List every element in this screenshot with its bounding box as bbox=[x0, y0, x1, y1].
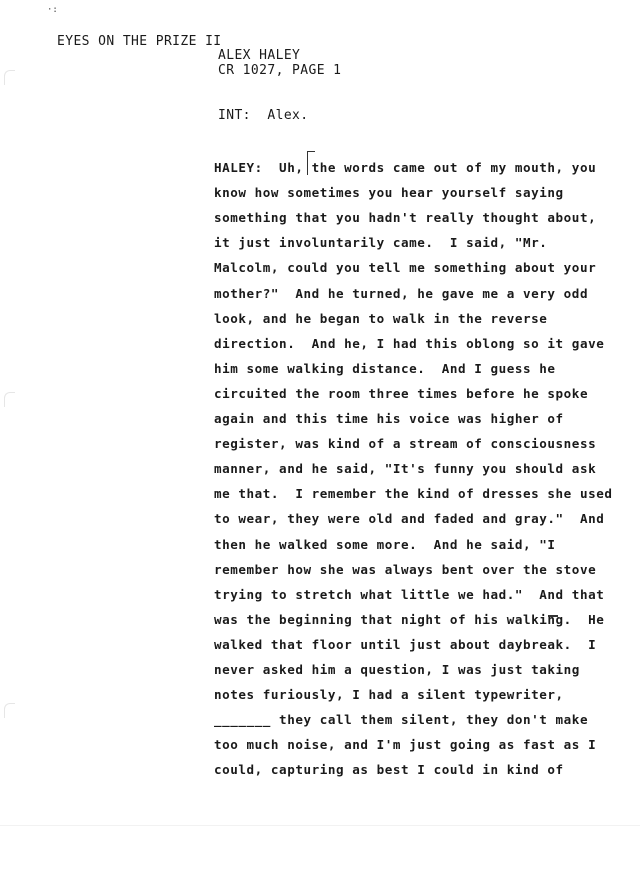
interviewer-question: INT: Alex. bbox=[218, 108, 309, 123]
transcript-line: too much noise, and I'm just going as fast as I bbox=[214, 737, 597, 753]
page-bottom-edge bbox=[0, 825, 640, 826]
transcript-line: something that you hadn't really thought about, bbox=[214, 210, 597, 226]
transcript-line: never asked him a question, I was just taking bbox=[214, 662, 580, 677]
transcript-line: circuited the room three times before he spoke bbox=[214, 385, 589, 401]
transcript-line: Malcolm, could you tell me something about your bbox=[214, 260, 597, 276]
transcript-line: look, and he began to walk in the reverse bbox=[214, 310, 548, 326]
hole-punch-mark bbox=[4, 392, 15, 407]
transcript-line: walked that floor until just about daybreak. I bbox=[214, 636, 597, 652]
corner-mark: ·: bbox=[47, 5, 58, 15]
transcript-line: remember how she was always bent over the stove bbox=[214, 561, 597, 577]
hole-punch-mark bbox=[4, 70, 15, 85]
hole-punch-mark bbox=[4, 703, 15, 718]
transcript-line: mother?" And he turned, he gave me a very odd bbox=[214, 285, 589, 301]
series-title: EYES ON THE PRIZE II bbox=[57, 34, 222, 49]
transcript-line: it just involuntarily came. I said, "Mr. bbox=[214, 235, 548, 251]
transcript-line: him some walking distance. And I guess he bbox=[214, 360, 556, 376]
transcript-line: know how sometimes you hear yourself saying bbox=[214, 185, 564, 201]
transcript-line: me that. I remember the kind of dresses she used bbox=[214, 486, 613, 502]
transcript-line: manner, and he said, "It's funny you should ask bbox=[214, 461, 597, 477]
transcript-line: trying to stretch what little we had." And that bbox=[214, 586, 605, 602]
transcript-line: _______ they call them silent, they don't make bbox=[214, 712, 589, 728]
transcript-line: HALEY: Uh, the words came out of my mouth, you bbox=[214, 160, 597, 175]
transcript-line: was the beginning that night of his walking. He bbox=[214, 611, 605, 627]
transcript-line: again and this time his voice was higher of bbox=[214, 411, 564, 426]
transcript-line: notes furiously, I had a silent typewriter, bbox=[214, 687, 564, 703]
roll-page-label: CR 1027, PAGE 1 bbox=[218, 63, 342, 78]
transcript-line: direction. And he, I had this oblong so it gave bbox=[214, 335, 605, 351]
transcript-line: then he walked some more. And he said, "I bbox=[214, 536, 556, 552]
transcript-line: to wear, they were old and faded and gray." And bbox=[214, 511, 605, 527]
transcript-line: register, was kind of a stream of consciousness bbox=[214, 436, 597, 452]
interviewee-name: ALEX HALEY bbox=[218, 48, 301, 63]
transcript-line: could, capturing as best I could in kind of bbox=[214, 762, 564, 778]
